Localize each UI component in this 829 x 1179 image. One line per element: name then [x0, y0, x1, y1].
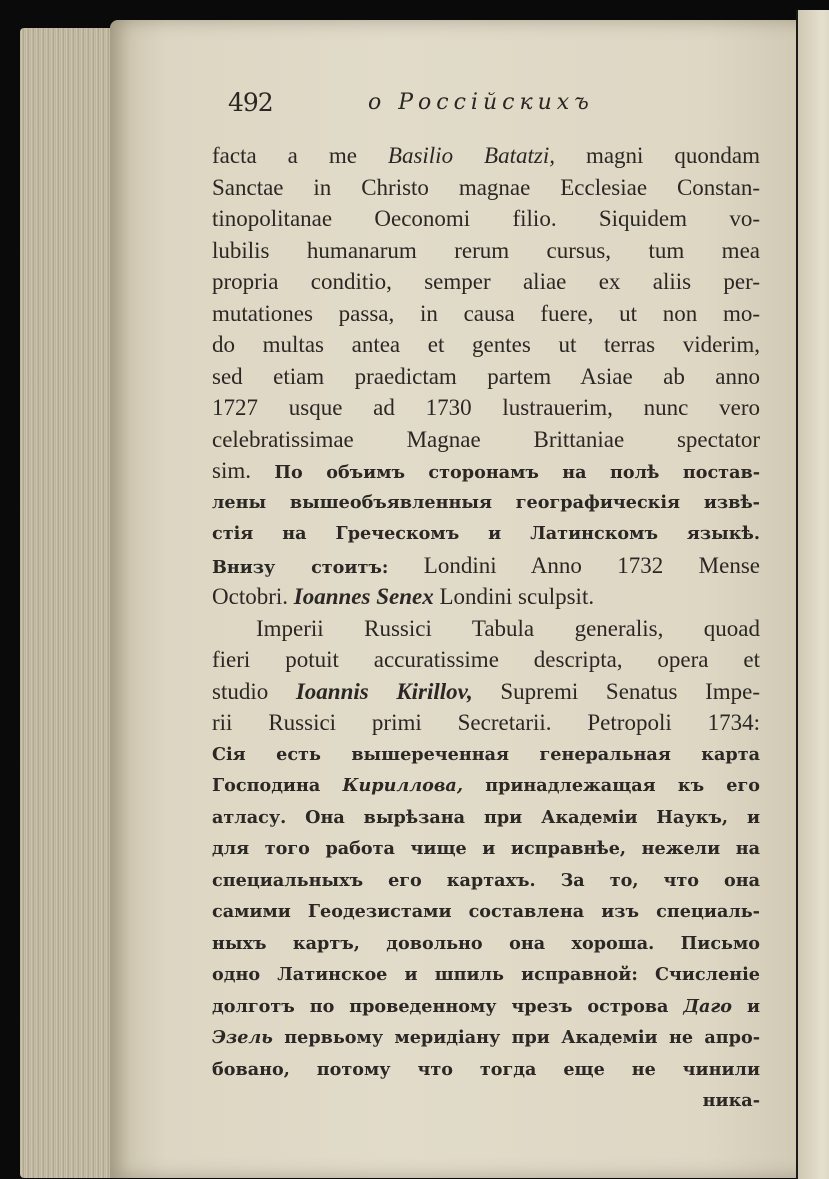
body-text	[212, 140, 760, 1117]
text-line: 1727 usque ad 1730 lustrauerim, nunc vero	[212, 395, 760, 420]
text-line: Octobri. Ioannes Senex Londini sculpsit.	[212, 584, 595, 609]
text-line: lubilis humanarum rerum cursus, tum mea	[212, 237, 760, 263]
text-line: самими Геодезистами составлена изъ специаль-	[212, 901, 760, 922]
text-line: Сія есть вышереченная генеральная карта	[212, 743, 760, 765]
next-page-edge	[796, 10, 829, 1179]
text-line: tinopolitanae Oeconomi filio. Siquidem vo-	[212, 206, 760, 231]
catchword: ника-	[702, 1090, 760, 1111]
page-number: 492	[228, 88, 273, 117]
text-line: Внизу стоитъ: Londini Anno 1732 Mense	[212, 552, 760, 578]
text-line: propria conditio, semper aliae ex aliis per-	[212, 269, 760, 294]
text-line: sed etiam praedictam partem Asiae ab anno	[212, 363, 760, 389]
text-line: facta a me Basilio Batatzi, magni quondam	[212, 143, 760, 168]
text-line: fieri potuit accuratissime descripta, opera et	[212, 647, 760, 672]
text-line: mutationes passa, in causa fuere, ut non mo-	[212, 300, 760, 326]
text-line: ныхъ картъ, довольно она хороша. Письмо	[212, 932, 760, 954]
text-line: долготъ по проведенному чрезъ острова Даго и	[212, 995, 760, 1017]
text-line: Господина Кириллова, принадлежащая къ его	[212, 775, 760, 796]
text-line: studio Ioannis Kirillov, Supremi Senatus Impe-	[212, 678, 760, 704]
text-line: celebratissimae Magnae Brittaniae spectator	[212, 426, 760, 452]
text-line: rii Russici primi Secretarii. Petropoli 1734:	[212, 710, 760, 735]
text-line: специальныхъ его картахъ. За то, что она	[212, 869, 760, 891]
text-line: стія на Греческомъ и Латинскомъ языкѣ.	[212, 523, 760, 544]
text-line: sim. По объимъ сторонамъ на полѣ постав-	[212, 458, 760, 483]
text-line: одно Латинское и шпиль исправной: Счисленіе	[212, 964, 760, 985]
text-line: Imperii Russici Tabula generalis, quoad	[256, 615, 760, 641]
text-line: для того работа чище и исправнѣе, нежели на	[212, 838, 760, 859]
page-header	[228, 88, 728, 128]
text-line: Sanctae in Christo magnae Ecclesiae Constan-	[212, 174, 760, 200]
text-line: лены вышеобъявленныя географическія извѣ-	[212, 491, 760, 513]
running-title: о Россійскихъ	[368, 90, 594, 115]
text-line: бовано, потому что тогда еще не чинили	[212, 1058, 760, 1080]
text-line: Эзель первьому меридіану при Академіи не апро-	[212, 1027, 760, 1048]
text-line: атласу. Она вырѣзана при Академіи Наукъ, и	[212, 806, 760, 828]
text-line: do multas antea et gentes ut terras viderim,	[212, 332, 760, 357]
